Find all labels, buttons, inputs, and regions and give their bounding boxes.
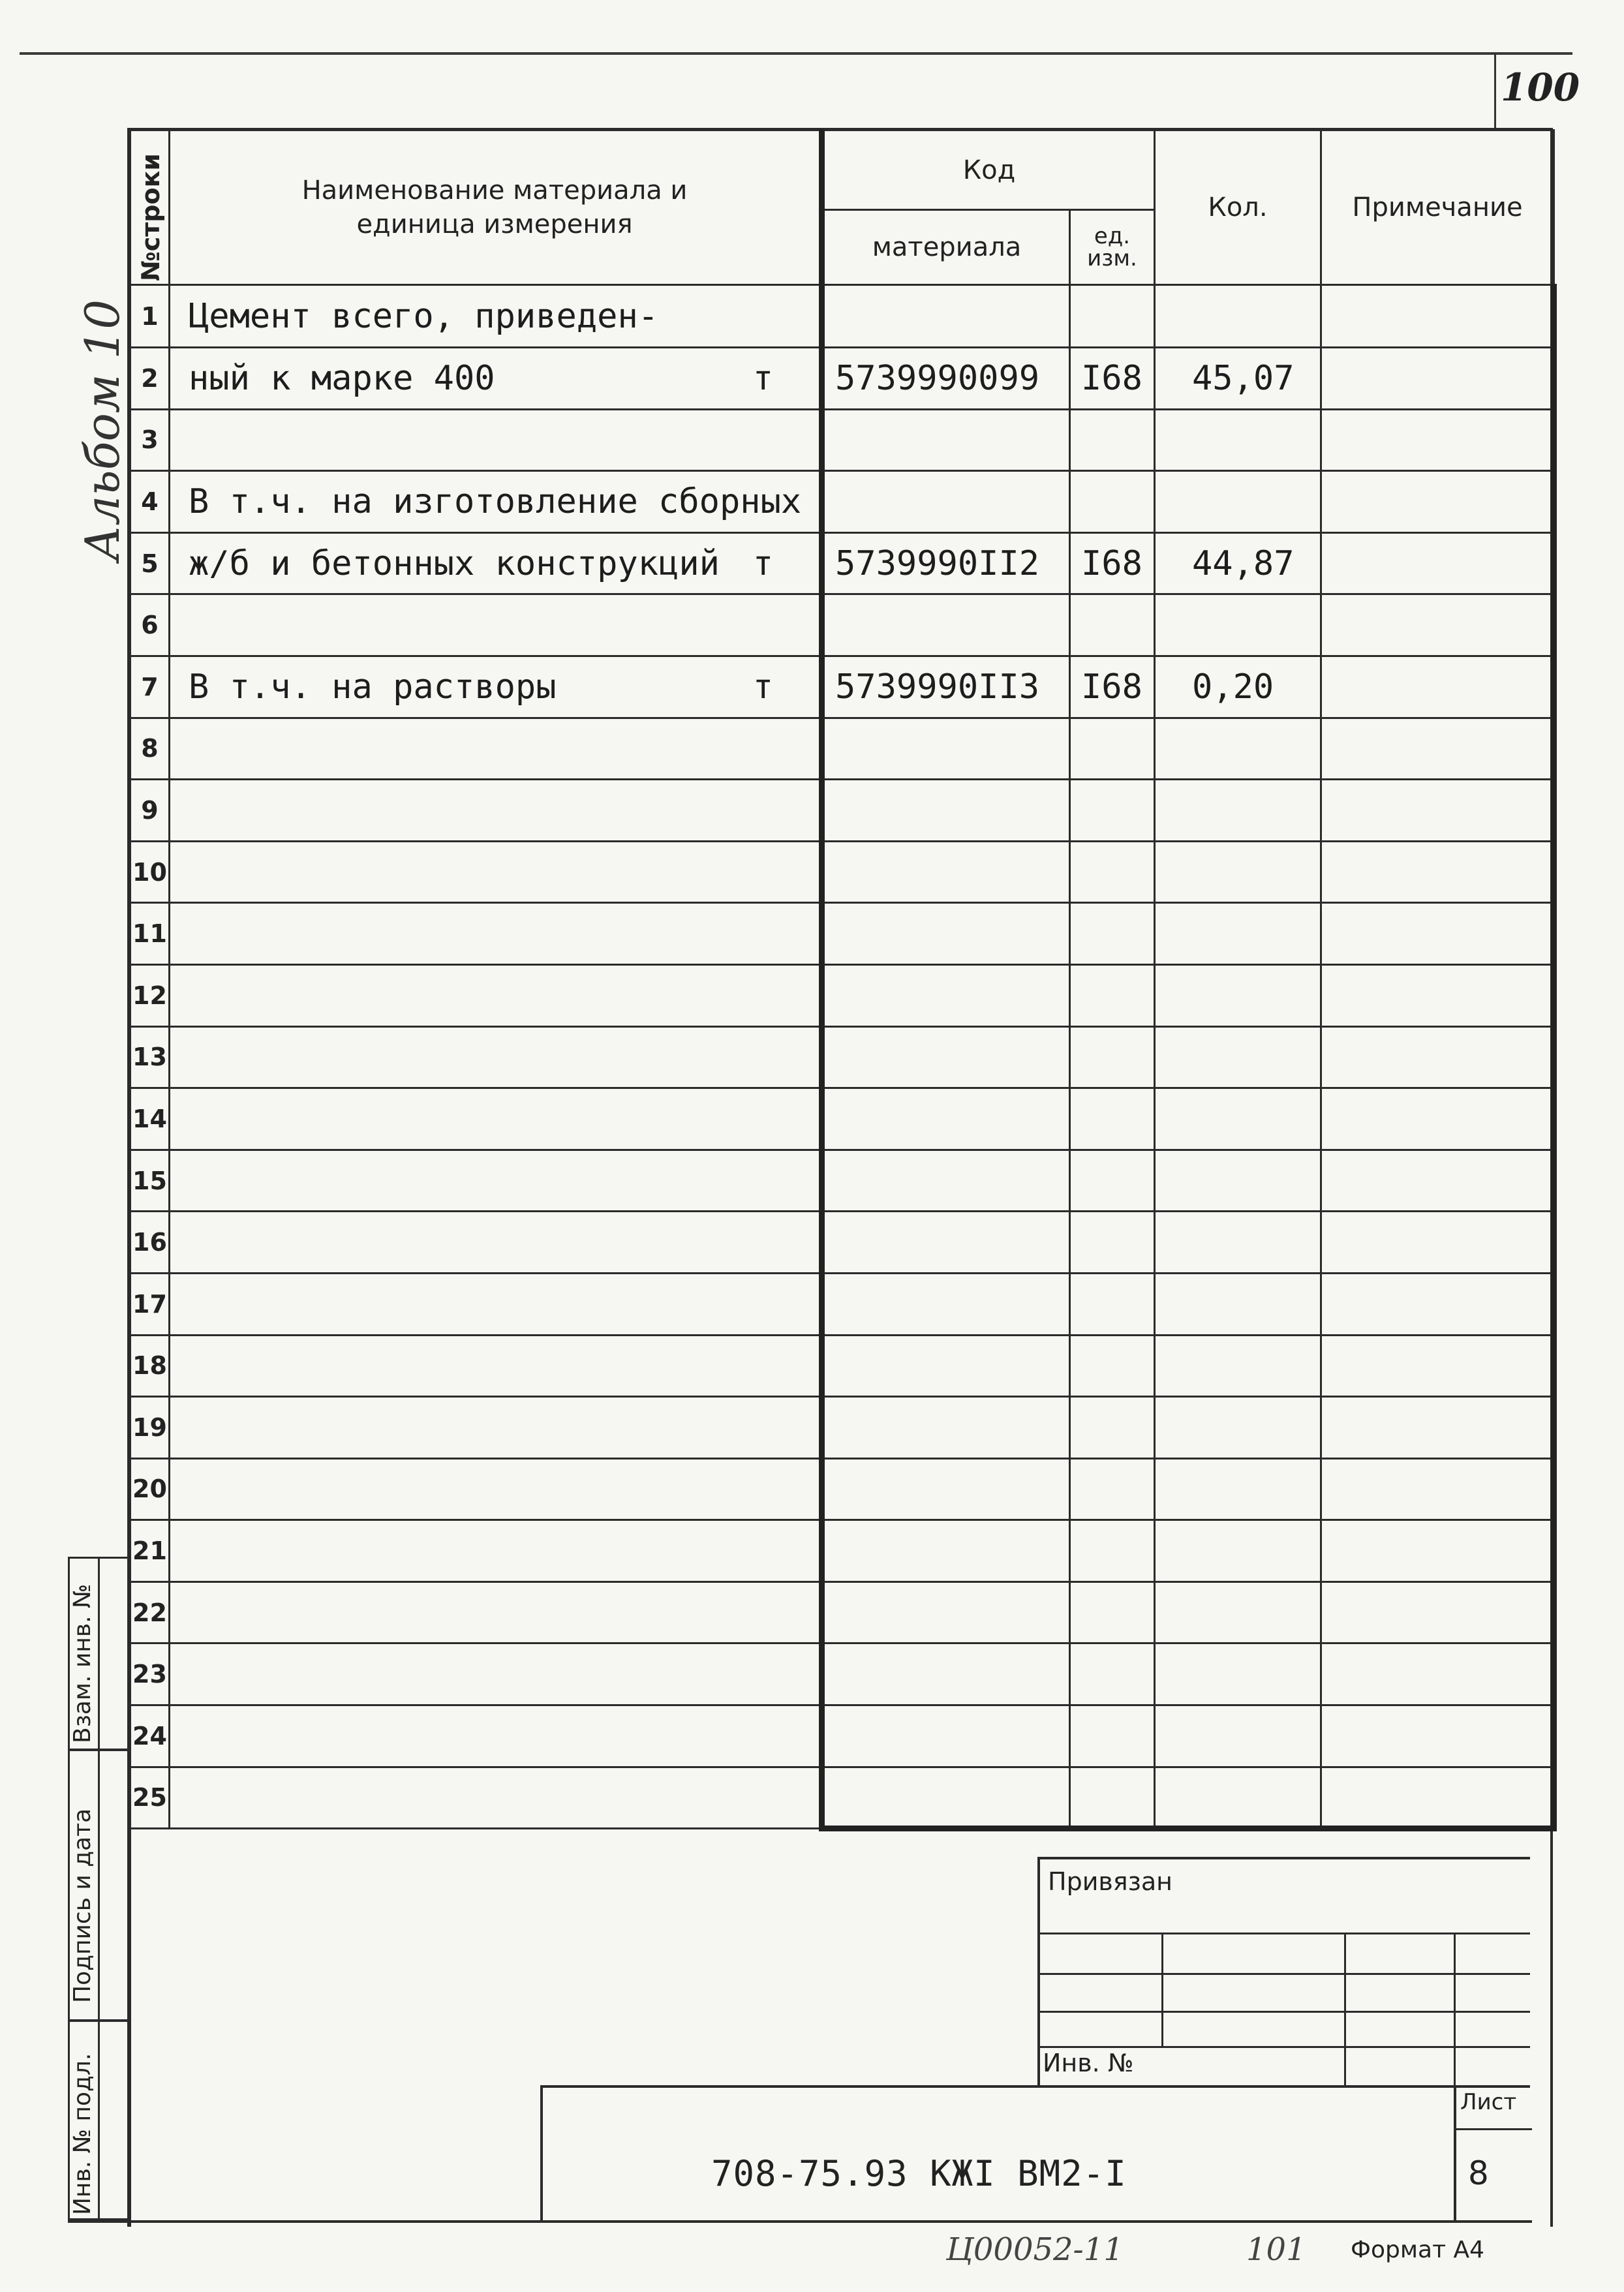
side-stamp-line-1 xyxy=(68,1749,128,1751)
table-row xyxy=(130,903,1554,965)
row-unit-cell xyxy=(1070,841,1155,903)
table-row xyxy=(130,594,1554,656)
row-code-cell xyxy=(822,471,1070,533)
row-unit-cell xyxy=(1070,471,1155,533)
row-unit-letter: т xyxy=(752,358,773,398)
row-unit-cell xyxy=(1070,594,1155,656)
row-note-cell xyxy=(1321,409,1554,471)
row-unit-letter: т xyxy=(752,543,773,583)
row-qty-cell xyxy=(1155,780,1321,842)
page-number: 100 xyxy=(1501,65,1580,110)
row-number-text: 17 xyxy=(132,1289,167,1319)
side-podpis-label: Подпись и дата xyxy=(69,1808,96,2003)
row-unit-text: I68 xyxy=(1081,358,1142,398)
header-qty xyxy=(1155,130,1321,285)
row-note-cell xyxy=(1321,532,1554,594)
row-name-cell xyxy=(170,1458,822,1520)
binding-label: Привязан xyxy=(1048,1867,1172,1896)
table-row xyxy=(130,285,1554,348)
row-number-text: 8 xyxy=(141,734,159,763)
row-qty-cell xyxy=(1155,532,1321,594)
row-unit-cell xyxy=(1070,1397,1155,1459)
row-unit-cell xyxy=(1070,1643,1155,1705)
header-material-label: материала xyxy=(872,232,1022,262)
row-code-cell xyxy=(822,903,1070,965)
row-note-cell xyxy=(1321,1397,1554,1459)
row-code-cell xyxy=(822,1212,1070,1274)
row-unit-cell xyxy=(1070,1273,1155,1335)
row-number-cell xyxy=(130,285,170,348)
stamp-line-4 xyxy=(1037,2046,1530,2048)
row-note-cell xyxy=(1321,1767,1554,1829)
row-unit-cell xyxy=(1070,1705,1155,1767)
table-row xyxy=(130,1335,1554,1397)
stamp-line-2 xyxy=(1037,1973,1530,1975)
row-code-cell xyxy=(822,656,1070,718)
sheet-number: 8 xyxy=(1468,2154,1489,2192)
table-row xyxy=(130,409,1554,471)
row-note-cell xyxy=(1321,1212,1554,1274)
row-number-cell xyxy=(130,1212,170,1274)
row-code-text: 5739990II3 xyxy=(835,667,1040,707)
album-note: Альбом 10 xyxy=(75,299,130,561)
row-name-cell xyxy=(170,1026,822,1088)
row-note-cell xyxy=(1321,1581,1554,1643)
row-code-cell xyxy=(822,780,1070,842)
stamp-inv-label: Инв. № xyxy=(1043,2049,1134,2077)
row-number-text: 14 xyxy=(132,1104,167,1133)
row-note-cell xyxy=(1321,964,1554,1026)
row-code-cell xyxy=(822,285,1070,348)
row-code-cell xyxy=(822,1520,1070,1582)
row-qty-cell xyxy=(1155,1458,1321,1520)
stamp-line-1 xyxy=(1037,1933,1530,1934)
row-qty-text: 0,20 xyxy=(1192,667,1274,707)
row-number-text: 16 xyxy=(132,1228,167,1257)
row-qty-cell xyxy=(1155,718,1321,780)
row-number-text: 9 xyxy=(141,795,159,825)
row-unit-cell xyxy=(1070,718,1155,780)
row-note-cell xyxy=(1321,285,1554,348)
table-row xyxy=(130,1088,1554,1150)
row-unit-cell xyxy=(1070,285,1155,348)
row-qty-cell xyxy=(1155,1705,1321,1767)
row-qty-cell xyxy=(1155,348,1321,410)
row-qty-cell xyxy=(1155,1026,1321,1088)
table-row xyxy=(130,1397,1554,1459)
row-name-cell xyxy=(170,409,822,471)
header-row-number-label: №строки xyxy=(136,153,165,281)
row-note-cell xyxy=(1321,1335,1554,1397)
stamp-vline-2 xyxy=(1344,1933,1346,2085)
row-qty-cell xyxy=(1155,1643,1321,1705)
row-note-cell xyxy=(1321,1088,1554,1150)
header-row-number xyxy=(130,130,170,285)
row-note-cell xyxy=(1321,1273,1554,1335)
stamp-vline-1 xyxy=(1161,1933,1163,2047)
row-note-cell xyxy=(1321,1458,1554,1520)
row-name-cell xyxy=(170,1150,822,1212)
row-number-text: 13 xyxy=(132,1043,167,1072)
stamp-line-3 xyxy=(1037,2011,1530,2013)
row-code-cell xyxy=(822,1026,1070,1088)
row-number-text: 6 xyxy=(141,611,159,640)
table-row xyxy=(130,1767,1554,1829)
row-number-cell xyxy=(130,532,170,594)
row-number-cell xyxy=(130,903,170,965)
row-number-cell xyxy=(130,409,170,471)
row-number-text: 3 xyxy=(141,425,159,455)
row-number-cell xyxy=(130,1458,170,1520)
row-code-cell xyxy=(822,594,1070,656)
row-qty-cell xyxy=(1155,1150,1321,1212)
table-row xyxy=(130,964,1554,1026)
table-row xyxy=(130,841,1554,903)
page-number-divider xyxy=(1494,53,1496,130)
row-qty-cell xyxy=(1155,285,1321,348)
row-name-cell xyxy=(170,1767,822,1829)
row-note-cell xyxy=(1321,1026,1554,1088)
header-name xyxy=(170,130,822,285)
row-qty-cell xyxy=(1155,1273,1321,1335)
row-code-cell xyxy=(822,348,1070,410)
row-note-cell xyxy=(1321,594,1554,656)
format-label: Формат А4 xyxy=(1351,2237,1485,2263)
row-name-cell xyxy=(170,964,822,1026)
row-unit-cell xyxy=(1070,348,1155,410)
table-row xyxy=(130,348,1554,410)
row-number-text: 7 xyxy=(141,672,159,701)
row-number-text: 10 xyxy=(132,857,167,887)
row-number-cell xyxy=(130,1643,170,1705)
row-number-cell xyxy=(130,348,170,410)
header-unit xyxy=(1070,210,1155,285)
top-rule xyxy=(20,52,1572,55)
row-code-cell xyxy=(822,1458,1070,1520)
sheet-number-divider xyxy=(1454,2128,1532,2130)
row-number-text: 25 xyxy=(132,1783,167,1812)
row-note-cell xyxy=(1321,1643,1554,1705)
side-stamp-line-2 xyxy=(68,2019,128,2022)
row-qty-cell xyxy=(1155,1212,1321,1274)
materials-table xyxy=(129,129,1557,1831)
row-qty-cell xyxy=(1155,1767,1321,1829)
row-number-text: 5 xyxy=(141,549,159,578)
table-row xyxy=(130,1458,1554,1520)
row-name-cell xyxy=(170,1273,822,1335)
row-number-text: 12 xyxy=(132,981,167,1010)
row-number-text: 11 xyxy=(132,919,167,949)
row-note-cell xyxy=(1321,718,1554,780)
header-code-label: Код xyxy=(962,155,1016,185)
row-unit-cell xyxy=(1070,1335,1155,1397)
table-row xyxy=(130,1212,1554,1274)
row-qty-cell xyxy=(1155,903,1321,965)
row-number-cell xyxy=(130,1088,170,1150)
row-name-cell xyxy=(170,594,822,656)
row-number-text: 4 xyxy=(141,487,159,516)
row-code-cell xyxy=(822,841,1070,903)
row-name-cell xyxy=(170,1212,822,1274)
row-unit-cell xyxy=(1070,656,1155,718)
table-row xyxy=(130,1643,1554,1705)
row-unit-cell xyxy=(1070,1458,1155,1520)
row-qty-cell xyxy=(1155,841,1321,903)
row-code-cell xyxy=(822,409,1070,471)
row-note-cell xyxy=(1321,471,1554,533)
handwritten-number: 101 xyxy=(1246,2231,1306,2268)
row-note-cell xyxy=(1321,1150,1554,1212)
row-number-text: 1 xyxy=(141,301,159,331)
row-number-text: 2 xyxy=(141,363,159,393)
row-name-text: Цемент всего, приведен- xyxy=(189,296,659,336)
row-number-cell xyxy=(130,718,170,780)
row-unit-cell xyxy=(1070,1212,1155,1274)
row-number-cell xyxy=(130,1581,170,1643)
row-code-cell xyxy=(822,1767,1070,1829)
row-note-cell xyxy=(1321,656,1554,718)
row-number-cell xyxy=(130,1705,170,1767)
row-note-cell xyxy=(1321,1520,1554,1582)
row-note-cell xyxy=(1321,780,1554,842)
row-number-cell xyxy=(130,471,170,533)
row-name-cell xyxy=(170,1397,822,1459)
table-row xyxy=(130,532,1554,594)
row-code-text: 5739990099 xyxy=(835,358,1040,398)
table-row xyxy=(130,1581,1554,1643)
row-number-text: 22 xyxy=(132,1598,167,1627)
row-number-text: 21 xyxy=(132,1536,167,1566)
row-qty-text: 45,07 xyxy=(1192,358,1295,398)
row-name-text: В т.ч. на растворы xyxy=(189,667,557,707)
row-number-text: 20 xyxy=(132,1475,167,1504)
row-note-cell xyxy=(1321,903,1554,965)
row-name-cell xyxy=(170,841,822,903)
row-number-cell xyxy=(130,1150,170,1212)
row-qty-text: 44,87 xyxy=(1192,543,1295,583)
row-name-cell xyxy=(170,1643,822,1705)
row-number-cell xyxy=(130,841,170,903)
row-qty-cell xyxy=(1155,1397,1321,1459)
row-number-cell xyxy=(130,594,170,656)
row-name-cell xyxy=(170,1335,822,1397)
row-name-cell xyxy=(170,780,822,842)
row-code-cell xyxy=(822,1150,1070,1212)
header-code xyxy=(822,130,1155,210)
row-unit-cell xyxy=(1070,1150,1155,1212)
table-row xyxy=(130,1273,1554,1335)
row-number-text: 23 xyxy=(132,1660,167,1689)
row-unit-text: I68 xyxy=(1081,667,1142,707)
row-name-cell xyxy=(170,1520,822,1582)
header-qty-label: Кол. xyxy=(1208,192,1268,222)
row-qty-cell xyxy=(1155,964,1321,1026)
row-name-text: ный к марке 400 xyxy=(189,358,495,398)
row-name-cell xyxy=(170,656,822,718)
row-code-cell xyxy=(822,1643,1070,1705)
table-row xyxy=(130,1150,1554,1212)
row-unit-text: I68 xyxy=(1081,543,1142,583)
row-unit-cell xyxy=(1070,780,1155,842)
row-number-cell xyxy=(130,1767,170,1829)
row-name-cell xyxy=(170,471,822,533)
header-note xyxy=(1321,130,1554,285)
stamp-vline-3 xyxy=(1454,1933,1456,2085)
row-number-text: 18 xyxy=(132,1351,167,1381)
row-name-cell xyxy=(170,1581,822,1643)
bottom-rule xyxy=(68,2220,1532,2223)
row-code-text: 5739990II2 xyxy=(835,543,1040,583)
row-name-cell xyxy=(170,348,822,410)
row-name-cell xyxy=(170,1705,822,1767)
row-number-cell xyxy=(130,1273,170,1335)
row-code-cell xyxy=(822,718,1070,780)
side-inv-podl-label: Инв. № подл. xyxy=(69,2053,96,2215)
row-qty-cell xyxy=(1155,656,1321,718)
table-row xyxy=(130,1705,1554,1767)
row-unit-cell xyxy=(1070,409,1155,471)
row-name-cell xyxy=(170,532,822,594)
row-number-cell xyxy=(130,656,170,718)
row-number-cell xyxy=(130,780,170,842)
row-unit-cell xyxy=(1070,964,1155,1026)
row-qty-cell xyxy=(1155,1520,1321,1582)
side-stamp-divider xyxy=(98,1557,100,2220)
table-row xyxy=(130,1520,1554,1582)
header-note-label: Примечание xyxy=(1352,192,1523,222)
row-number-cell xyxy=(130,964,170,1026)
row-unit-cell xyxy=(1070,1088,1155,1150)
header-unit-label: ед. изм. xyxy=(1087,223,1137,271)
row-unit-cell xyxy=(1070,1026,1155,1088)
row-unit-letter: т xyxy=(752,667,773,707)
handwritten-code: Ц00052-11 xyxy=(946,2231,1124,2268)
row-number-cell xyxy=(130,1397,170,1459)
row-note-cell xyxy=(1321,841,1554,903)
row-qty-cell xyxy=(1155,594,1321,656)
row-qty-cell xyxy=(1155,1088,1321,1150)
row-name-cell xyxy=(170,1088,822,1150)
row-unit-cell xyxy=(1070,903,1155,965)
row-qty-cell xyxy=(1155,1581,1321,1643)
row-name-cell xyxy=(170,718,822,780)
row-name-text: ж/б и бетонных конструкций xyxy=(189,543,720,583)
row-unit-cell xyxy=(1070,1767,1155,1829)
row-number-cell xyxy=(130,1026,170,1088)
table-row xyxy=(130,718,1554,780)
row-code-cell xyxy=(822,1581,1070,1643)
row-code-cell xyxy=(822,1705,1070,1767)
side-vzam-label: Взам. инв. № xyxy=(69,1583,96,1743)
row-qty-cell xyxy=(1155,1335,1321,1397)
table-row xyxy=(130,1026,1554,1088)
row-note-cell xyxy=(1321,348,1554,410)
row-number-text: 24 xyxy=(132,1721,167,1750)
row-unit-cell xyxy=(1070,1581,1155,1643)
row-code-cell xyxy=(822,1273,1070,1335)
table-row xyxy=(130,471,1554,533)
row-number-text: 15 xyxy=(132,1166,167,1195)
header-material-code xyxy=(822,210,1070,285)
row-code-cell xyxy=(822,1335,1070,1397)
row-number-cell xyxy=(130,1335,170,1397)
row-name-cell xyxy=(170,285,822,348)
row-note-cell xyxy=(1321,1705,1554,1767)
row-code-cell xyxy=(822,1397,1070,1459)
row-name-cell xyxy=(170,903,822,965)
sheet-label: Лист xyxy=(1460,2089,1517,2115)
row-code-cell xyxy=(822,532,1070,594)
row-unit-cell xyxy=(1070,532,1155,594)
header-name-label: Наименование материала и единица измерения xyxy=(301,176,688,239)
row-number-cell xyxy=(130,1520,170,1582)
document-code: 708-75.93 КЖI ВМ2-I xyxy=(711,2153,1127,2194)
row-qty-cell xyxy=(1155,409,1321,471)
row-code-cell xyxy=(822,1088,1070,1150)
row-code-cell xyxy=(822,964,1070,1026)
table-row xyxy=(130,656,1554,718)
table-row xyxy=(130,780,1554,842)
row-name-text: В т.ч. на изготовление сборных xyxy=(189,481,802,521)
row-number-text: 19 xyxy=(132,1413,167,1442)
row-unit-cell xyxy=(1070,1520,1155,1582)
row-qty-cell xyxy=(1155,471,1321,533)
